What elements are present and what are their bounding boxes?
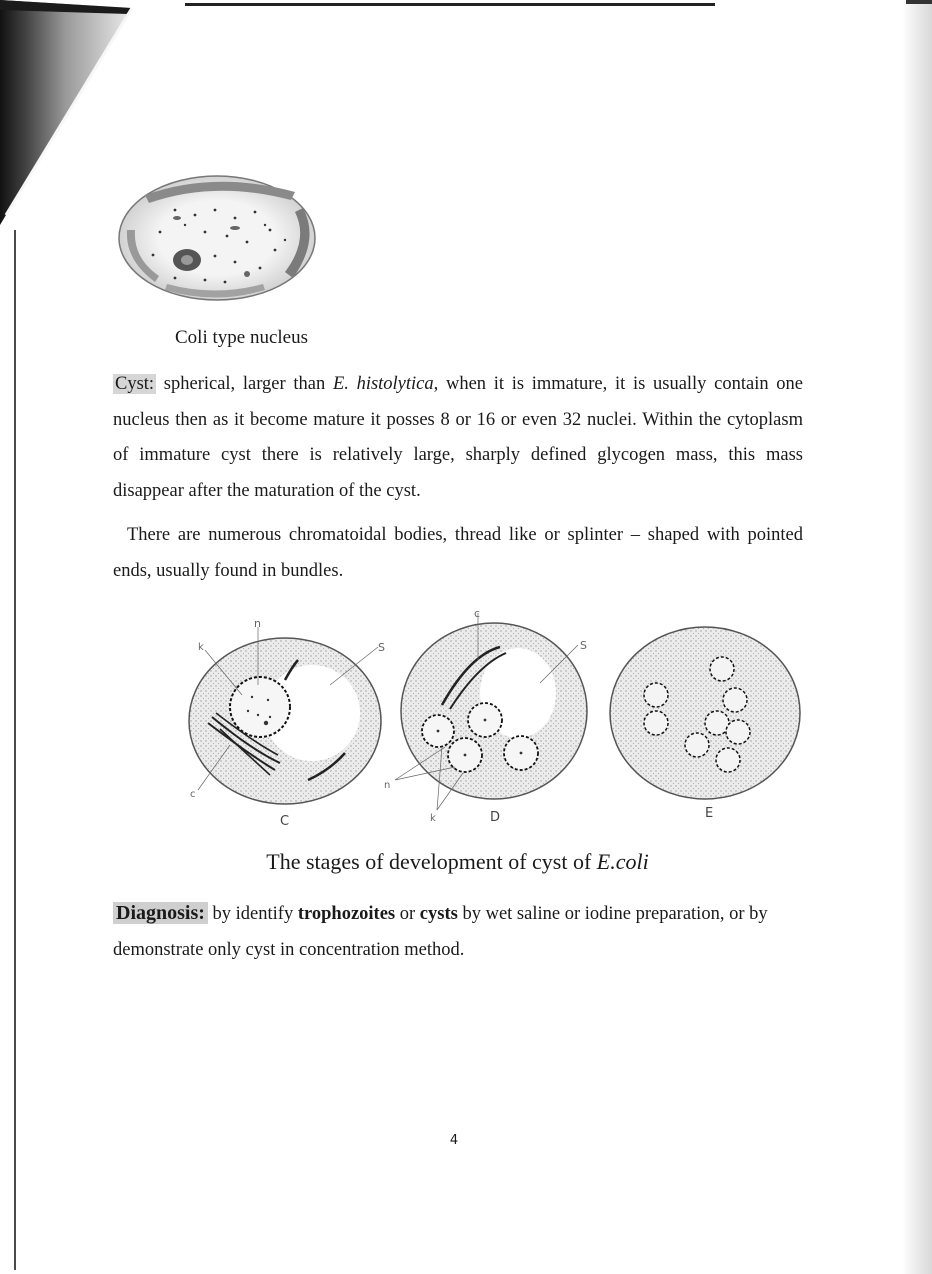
diagnosis-cysts: cysts [419, 904, 458, 924]
label-n-top: n [254, 617, 261, 630]
stage-e-cyst [610, 627, 800, 799]
scan-right-mark [906, 0, 932, 4]
label-stage-e: E [705, 806, 714, 821]
figure2-caption-text: The stages of development of cyst of [266, 849, 597, 874]
chromatoidal-paragraph: There are numerous chromatoidal bodies, thread like or splinter – shaped with pointed ends, usually found in bundles. [113, 525, 803, 581]
diagnosis-label: Diagnosis: [113, 902, 208, 924]
figure2-caption [0, 849, 915, 875]
label-c-bottom: c [190, 789, 196, 800]
stage-c-cyst [189, 627, 381, 804]
figure1-caption: Coli type nucleus [175, 327, 308, 348]
coli-nucleus-figure [115, 170, 325, 310]
diagnosis-trophozoites: trophozoites [297, 904, 396, 924]
label-stage-d: D [490, 810, 501, 825]
scan-right-shadow [902, 0, 932, 1274]
cyst-paragraph [113, 367, 803, 509]
cyst-text-b: , when it is immature, it is usually contain one nucleus then as it become mature it posses 8 or 16 or even 32 nuclei. Within the cytoplasm of immature cyst there is relatively large, sharply defined glycogen mass, this mass disappear after the maturation of the cyst. [113, 374, 803, 501]
scan-left-edge [14, 230, 16, 1270]
stage-d-cyst [395, 613, 587, 810]
cyst-stages-figure [180, 605, 810, 830]
label-c-top: c [474, 607, 481, 620]
diagnosis-text-2: or [395, 904, 420, 924]
label-s-c: S [378, 641, 385, 654]
diagnosis-text-3: by wet saline or iodine preparation, or by demonstrate only cyst in concentration method. [113, 904, 768, 960]
label-stage-c: C [280, 814, 290, 829]
page-number: 4 [449, 1133, 459, 1148]
cyst-text-a: spherical, larger than [156, 374, 333, 394]
label-n-d: n [384, 780, 391, 791]
scan-top-edge [185, 3, 715, 6]
label-k-left: k [198, 642, 204, 653]
diagnosis-paragraph [113, 896, 803, 968]
label-k-d: k [430, 813, 436, 824]
cyst-species: E. histolytica [332, 374, 434, 394]
cyst-label: Cyst: [115, 374, 155, 394]
label-s-d: S [580, 639, 587, 652]
diagnosis-text-1: by identify [207, 904, 298, 924]
figure2-caption-species: E.coli [596, 849, 649, 874]
